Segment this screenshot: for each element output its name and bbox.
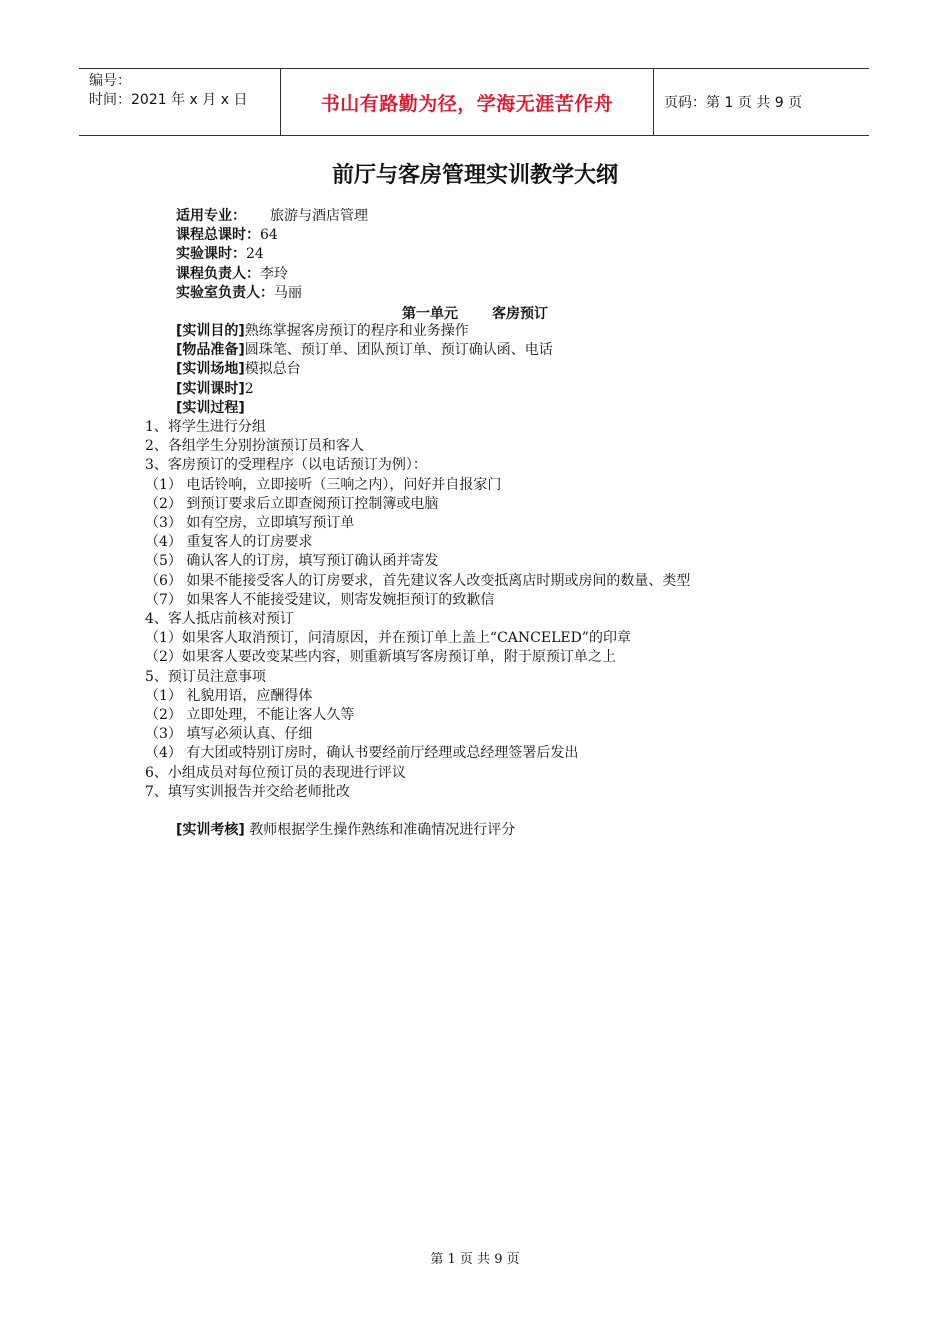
training-venue-label: [实训场地] (176, 361, 245, 378)
header-right-cell (654, 69, 869, 135)
list-item: （1） 电话铃响，立即接听（三响之内），问好并自报家门 (145, 476, 502, 493)
meta-lab-lead-label: 实验室负责人： (176, 284, 274, 301)
meta-total-hours (176, 226, 368, 245)
list-item: （2）如果客人要改变某些内容，则重新填写客房预订单，附于原预订单之上 (145, 649, 616, 666)
list-item: 3、客房预订的受理程序（以电话预订为例）： (145, 457, 427, 474)
list-item: （1）如果客人取消预订，问清原因，并在预订单上盖上“CANCELED”的印章 (145, 630, 631, 647)
list-item: （6） 如果不能接受客人的订房要求，首先建议客人改变抵离店时期或房间的数量、类型 (145, 572, 691, 589)
meta-lab-hours (176, 245, 368, 264)
training-goal (176, 322, 553, 341)
training-assessment (176, 821, 515, 840)
list-item: 7、填写实训报告并交给老师批改 (145, 783, 350, 800)
date-text: 时间：2021 年 x 月 x 日 (89, 92, 248, 108)
list-item: 6、小组成员对每位预订员的表现进行评议 (145, 764, 406, 781)
training-venue-value: 模拟总台 (244, 361, 301, 378)
document-title: 前厅与客房管理实训教学大纲 (331, 163, 618, 188)
meta-course-lead-label: 课程负责人： (176, 265, 260, 282)
document-header (79, 68, 869, 136)
list-item: （2） 到预订要求后立即查阅预订控制簿或电脑 (145, 495, 439, 512)
training-hours-label: [实训课时] (176, 380, 245, 397)
list-item: 4、客人抵店前核对预订 (145, 611, 294, 628)
meta-course-lead-value: 李玲 (260, 265, 288, 282)
list-item: 5、预订员注意事项 (145, 668, 266, 685)
list-item: （7） 如果客人不能接受建议，则寄发婉拒预订的致歉信 (145, 591, 495, 608)
training-process (176, 399, 553, 418)
list-item: 2、各组学生分别扮演预订员和客人 (145, 438, 364, 455)
unit-number: 第一单元 (402, 306, 458, 322)
list-item: （4） 重复客人的订房要求 (145, 534, 313, 551)
list-item: （5） 确认客人的订房，填写预订确认函并寄发 (145, 553, 439, 570)
meta-total-hours-label: 课程总课时： (176, 227, 260, 244)
meta-major-label: 适用专业： (176, 208, 246, 224)
list-item: （3） 如有空房，立即填写预订单 (145, 515, 355, 532)
meta-lab-lead-value: 马丽 (274, 284, 302, 301)
meta-course-lead (176, 265, 368, 284)
training-supplies-label: [物品准备] (176, 342, 245, 359)
list-item: （4） 有大团或特别订房时，确认书要经前厅经理或总经理签署后发出 (145, 745, 579, 762)
list-item: （1） 礼貌用语，应酬得体 (145, 687, 313, 704)
page-footer: 第 1 页 共 9 页 (430, 1252, 520, 1267)
training-hours (176, 380, 553, 399)
unit-heading (0, 303, 950, 323)
list-item: （2） 立即处理，不能让客人久等 (145, 707, 355, 724)
meta-total-hours-value: 64 (260, 227, 278, 244)
training-hours-value: 2 (244, 380, 254, 397)
training-goal-label: [实训目的] (176, 323, 245, 339)
training-assessment-label: [实训考核] (176, 822, 245, 838)
meta-major-value: 旅游与酒店管理 (270, 208, 368, 224)
training-supplies (176, 341, 553, 360)
meta-lab-hours-value: 24 (246, 246, 264, 263)
process-steps (145, 418, 815, 802)
motto-text: 书山有路勤为径，学海无涯苦作舟 (320, 92, 614, 115)
meta-lab-lead (176, 284, 368, 303)
training-assessment-value: 教师根据学生操作熟练和准确情况进行评分 (244, 822, 516, 838)
header-left-cell (79, 69, 281, 135)
course-meta (176, 207, 368, 303)
header-page-number: 页码：第 1 页 共 9 页 (664, 95, 803, 111)
list-item: 1、将学生进行分组 (145, 419, 266, 435)
header-middle-cell (281, 69, 654, 135)
training-supplies-value: 圆珠笔、预订单、团队预订单、预订确认函、电话 (244, 342, 553, 359)
code-label: 编号： (89, 73, 131, 89)
meta-lab-hours-label: 实验课时： (176, 246, 246, 263)
training-venue (176, 360, 553, 379)
unit-name: 客房预订 (492, 306, 548, 322)
meta-major (176, 207, 368, 226)
training-goal-value: 熟练掌握客房预订的程序和业务操作 (244, 323, 469, 339)
training-process-label: [实训过程] (176, 399, 245, 416)
list-item: （3） 填写必须认真、仔细 (145, 726, 313, 743)
training-blocks (176, 322, 553, 418)
